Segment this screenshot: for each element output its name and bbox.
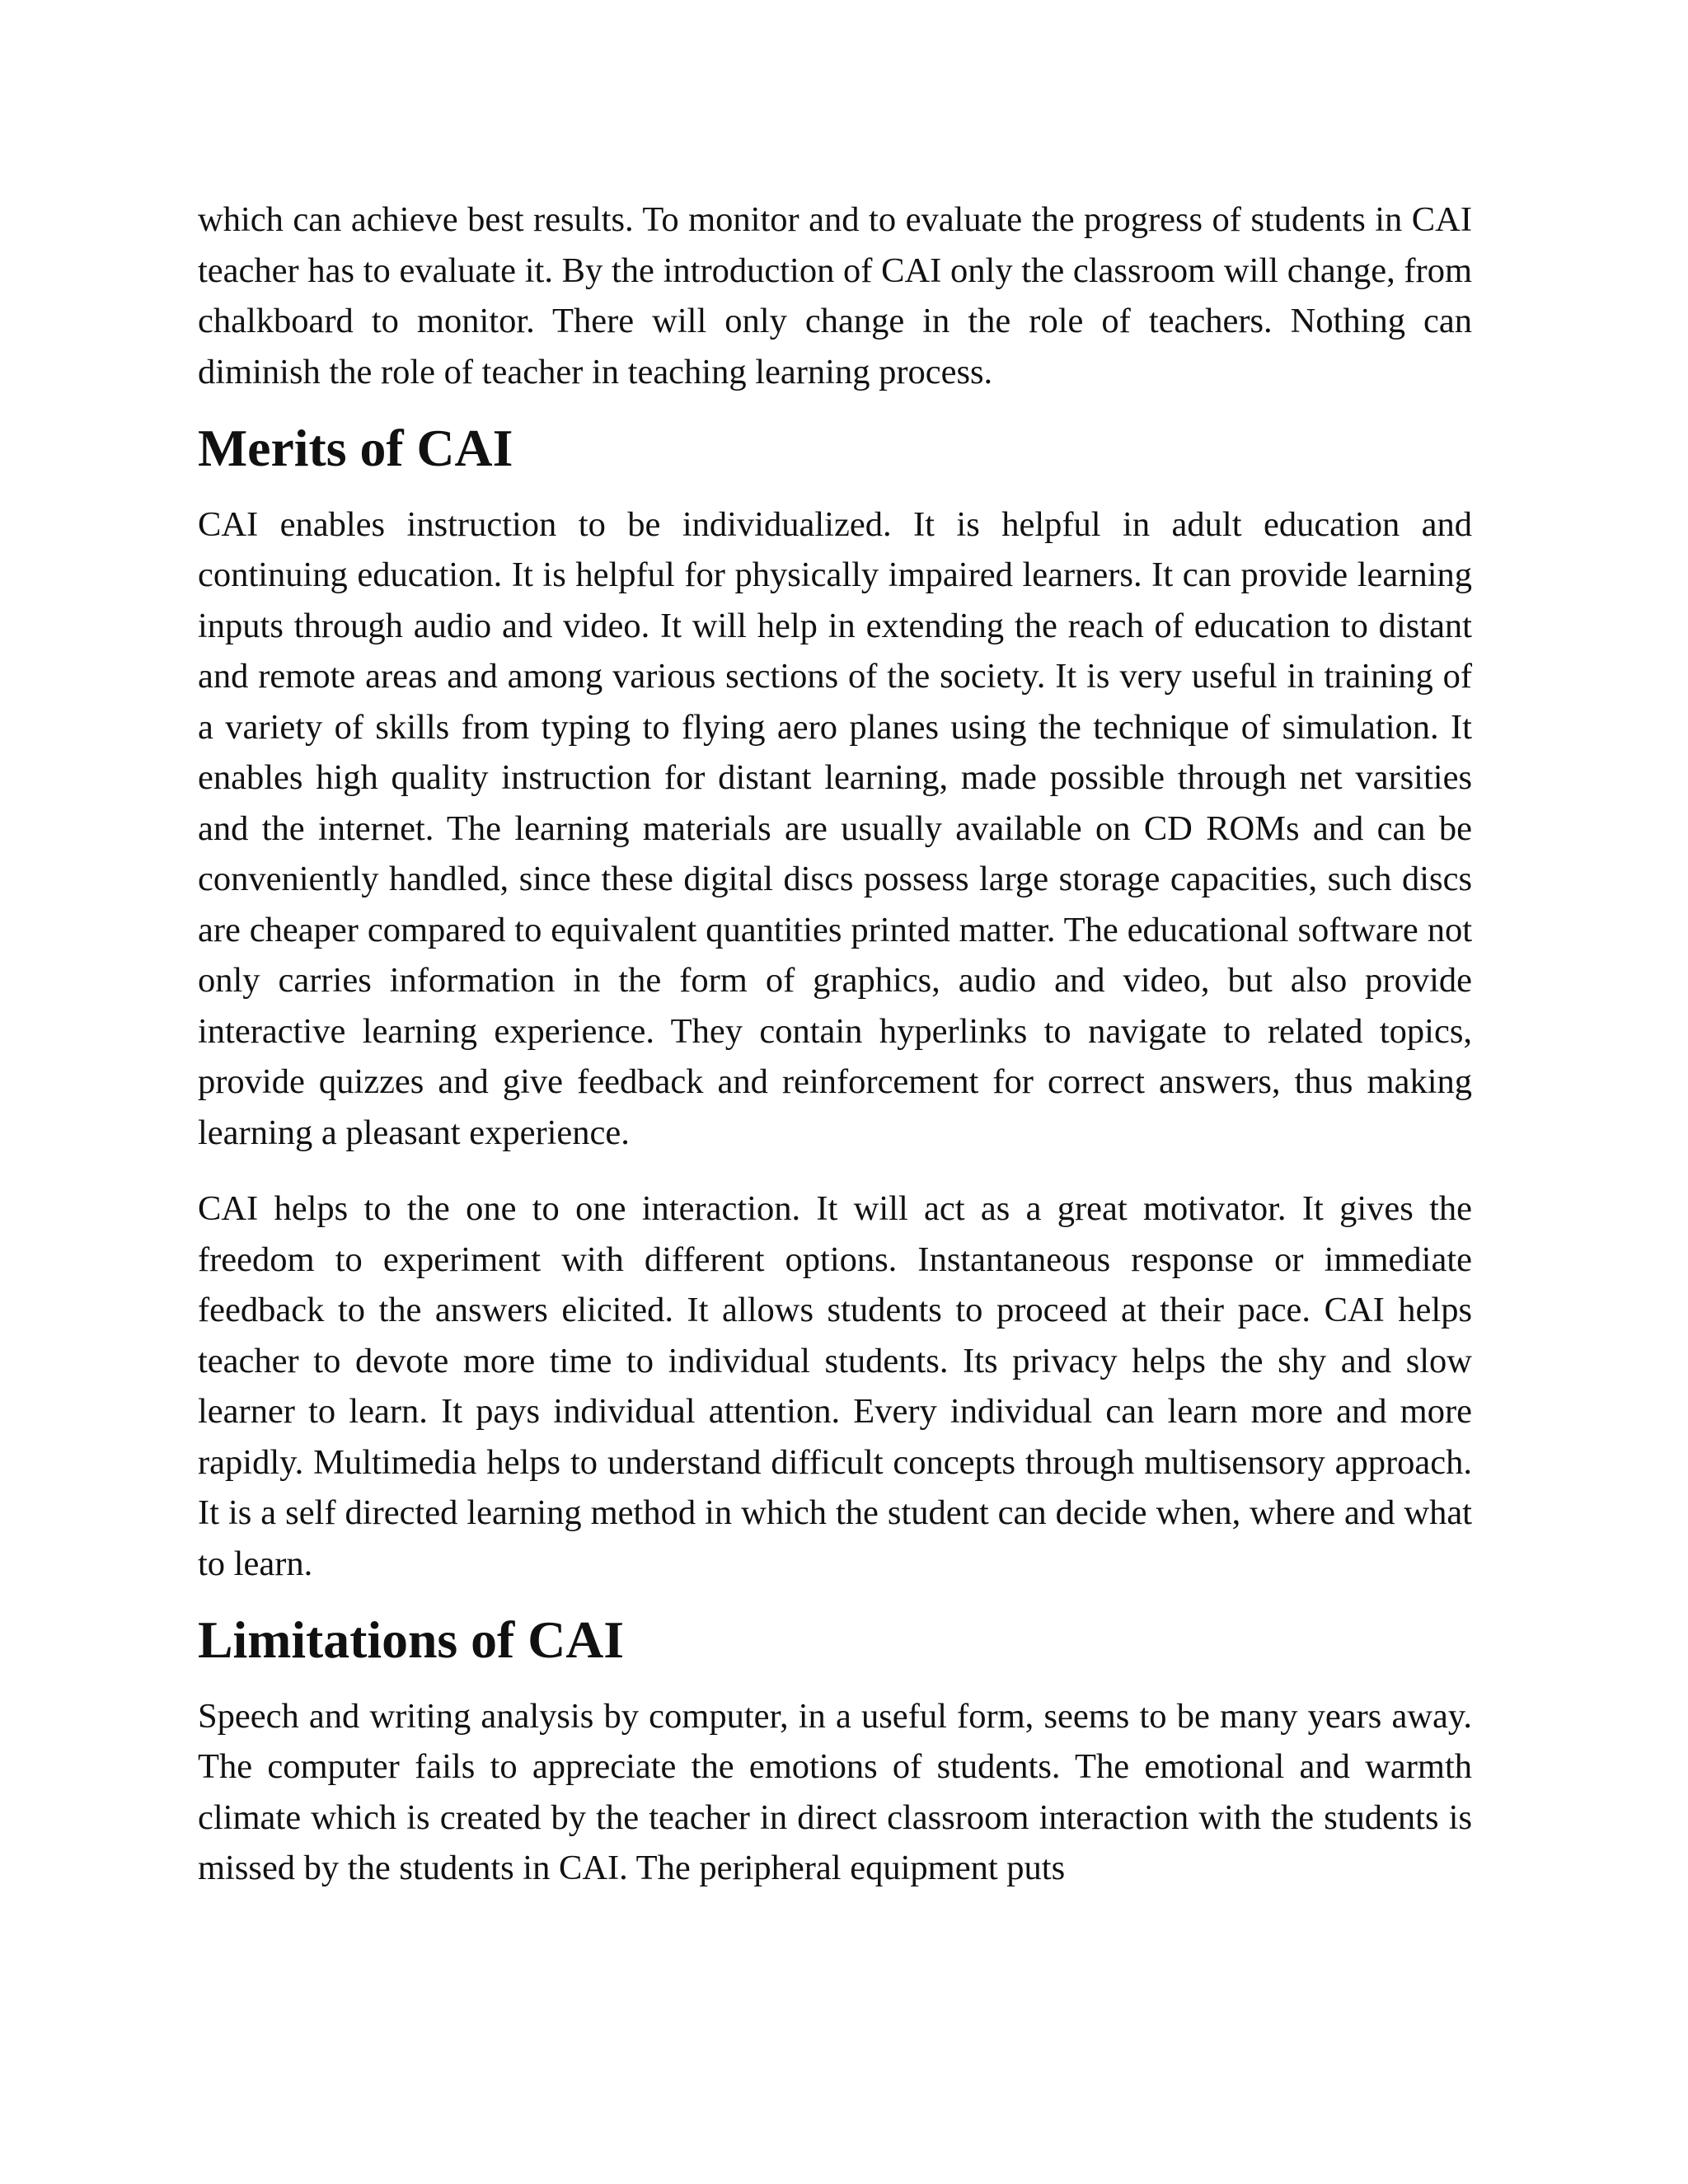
limitations-heading: Limitations of CAI: [198, 1610, 625, 1669]
merits-paragraph-2: CAI helps to the one to one interaction. It will act as a great motivator. It gives the freedom to experiment with different options. Instantaneous response or immediate feedback to the answers elicited. It allows students to proceed at their pace. CAI helps teacher to devote more time to individual students. Its privacy helps the shy and slow learner to learn. It pays individual attention. Every individual can learn more and more rapidly. Multimedia helps to understand difficult concepts through multisensory approach. It is a self directed learning method in which the student can decide when, where and what to learn.: [198, 1189, 1472, 1583]
document-page: [198, 194, 1472, 1919]
merits-heading: Merits of CAI: [198, 419, 513, 477]
limitations-paragraph-1: Speech and writing analysis by computer, in a useful form, seems to be many years away. The computer fails to appreciate the emotions of students. The emotional and warmth climate which is created by the teacher in direct classroom interaction with the students is missed by the students in CAI. The peripheral equipment puts: [198, 1696, 1472, 1887]
intro-paragraph: which can achieve best results. To monitor and to evaluate the progress of students in CAI teacher has to evaluate it. By the introduction of CAI only the classroom will change, from chalkboard to monitor. There will only change in the role of teachers. Nothing can diminish the role of teacher in teaching learning process.: [198, 200, 1472, 391]
merits-paragraph-1: CAI enables instruction to be individualized. It is helpful in adult education and continuing education. It is helpful for physically impaired learners. It can provide learning inputs through audio and video. It will help in extending the reach of education to distant and remote areas and among various sections of the society. It is very useful in training of a variety of skills from typing to flying aero planes using the technique of simulation. It enables high quality instruction for distant learning, made possible through net varsities and the internet. The learning materials are usually available on CD ROMs and can be conveniently handled, since these digital discs possess large storage capacities, such discs are cheaper compared to equivalent quantities printed matter. The educational software not only carries information in the form of graphics, audio and video, but also provide interactive learning experience. They contain hyperlinks to navigate to related topics, provide quizzes and give feedback and reinforcement for correct answers, thus making learning a pleasant experience.: [198, 504, 1472, 1152]
